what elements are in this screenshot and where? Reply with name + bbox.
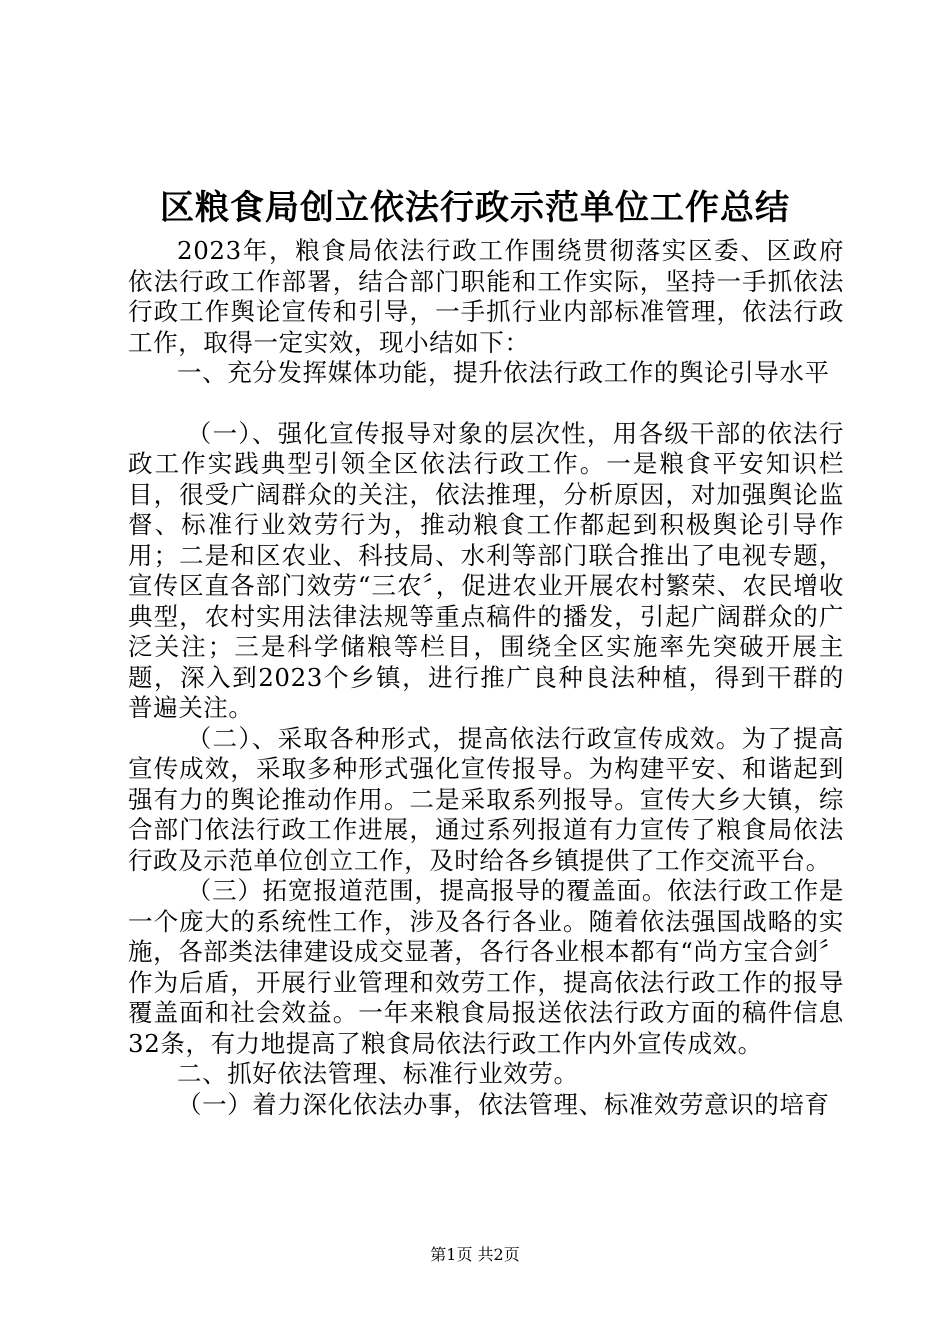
subsection-paragraph-1-1: （一）、强化宣传报导对象的层次性，用各级干部的依法行政工作实践典型引领全区依法行政工作。一是粮食平安知识栏目，很受广阔群众的关注，依法推理，分析原因，对加强舆论监督、标准行业效劳行为，推动粮食工作都起到积极舆论引导作用；二是和区农业、科技局、水利等部门联合推出了电视专题，宣传区直各部门效劳“三农〞，促进农业开展农村繁荣、农民增收典型，农村实用法律法规等重点稿件的播发，引起广阔群众的广泛关注；三是科学储粮等栏目，围绕全区实施率先突破开展主题，深入到2023个乡镇，进行推广良种良法种植，得到干群的普遍关注。 — [128, 418, 844, 722]
document-body — [128, 236, 844, 1120]
subsection-paragraph-1-2: （二）、采取各种形式，提高依法行政宣传成效。为了提高宣传成效，采取多种形式强化宣传报导。为构建平安、和谐起到强有力的舆论推动作用。二是采取系列报导。宣传大乡大镇，综合部门依法行政工作进展，通过系列报道有力宣传了粮食局依法行政及示范单位创立工作，及时给各乡镇提供了工作交流平台。 — [128, 723, 844, 875]
section-heading-2: 二、抓好依法管理、标准行业效劳。 — [177, 1059, 579, 1088]
document-title: 区粮食局创立依法行政示范单位工作总结 — [160, 188, 790, 228]
subsection-paragraph-2-1: （一）着力深化依法办事，依法管理、标准效劳意识的培育 — [177, 1089, 830, 1119]
section-heading-1: 一、充分发挥媒体功能，提升依法行政工作的舆论引导水平 — [177, 358, 830, 387]
subsection-paragraph-1-3: （三）拓宽报道范围，提高报导的覆盖面。依法行政工作是一个庞大的系统性工作，涉及各行各业。随着依法强国战略的实施，各部类法律建设成交显著，各行各业根本都有“尚方宝合剑〞作为后盾，开展行业管理和效劳工作，提高依法行政工作的报导覆盖面和社会效益。一年来粮食局报送依法行政方面的稿件信息32条，有力地提高了粮食局依法行政工作内外宣传成效。 — [128, 876, 844, 1058]
page-number-footer: 第1页 共2页 — [430, 1245, 520, 1264]
intro-paragraph: 2023年，粮食局依法行政工作围绕贯彻落实区委、区政府依法行政工作部署，结合部门职能和工作实际，坚持一手抓依法行政工作舆论宣传和引导，一手抓行业内部标准管理，依法行政工作，取得一定实效，现小结如下： — [128, 236, 844, 357]
